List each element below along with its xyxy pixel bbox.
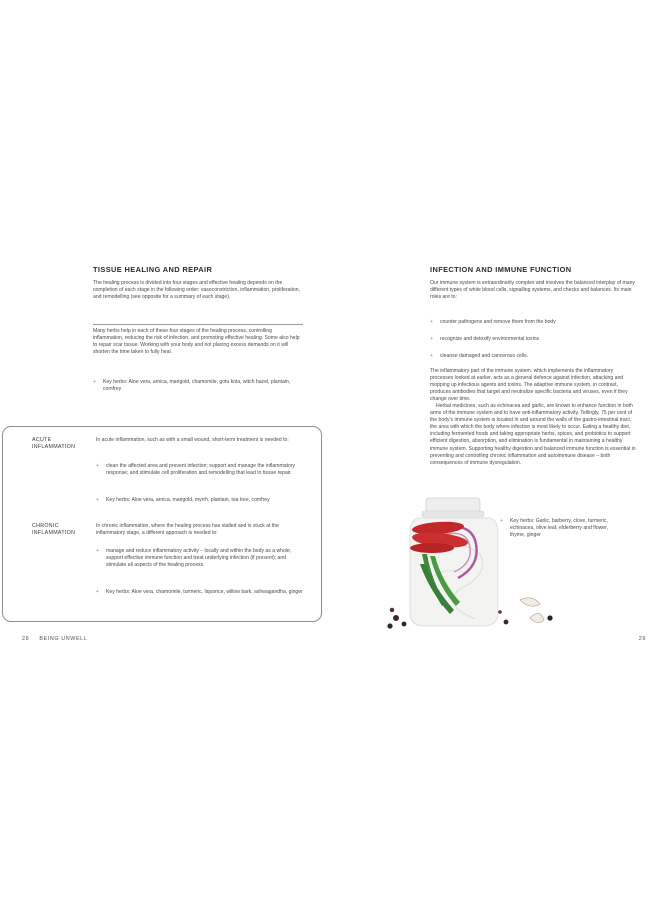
chronic-label bbox=[32, 523, 92, 537]
plus-icon: + bbox=[96, 463, 99, 469]
chronic-label-line1: CHRONIC bbox=[32, 523, 59, 529]
clove bbox=[498, 610, 502, 614]
plus-icon: + bbox=[430, 336, 433, 342]
immune-body-1: The inflammatory part of the immune system, which implements the inflammatory processes looked at earlier, acts as a general defence against infection, attacking and mopping up infectious agents and toxins. The adaptive immune system, in contrast, produces antibodies that target and neutralize specific bacteria and viruses, even if they change over time. bbox=[430, 368, 628, 403]
acute-key-herbs-text: Key herbs: Aloe vera, arnica, marigold, myrrh, plantain, tea tree, comfrey bbox=[106, 497, 270, 503]
tissue-healing-heading: TISSUE HEALING AND REPAIR bbox=[93, 265, 213, 274]
chronic-label-line2: INFLAMMATION bbox=[32, 530, 76, 537]
left-page-number: 28 bbox=[22, 636, 30, 642]
immune-role-2 bbox=[430, 336, 636, 344]
jar-lid bbox=[426, 498, 480, 512]
plus-icon: + bbox=[93, 379, 96, 385]
book-spread bbox=[0, 242, 660, 662]
immune-role-3-text: cleanse damaged and cancerous cells. bbox=[440, 353, 529, 359]
acute-label bbox=[32, 437, 92, 451]
infection-immune-heading: INFECTION AND IMMUNE FUNCTION bbox=[430, 265, 572, 274]
immune-role-1 bbox=[430, 319, 636, 327]
plus-icon: + bbox=[96, 497, 99, 503]
immune-role-2-text: recognize and detoxify environmental toxins bbox=[440, 336, 540, 342]
chronic-text: In chronic inflammation, where the healing process has stalled and is stuck at the inflammatory stage, a different approach is needed to: bbox=[96, 523, 279, 537]
acute-bullet bbox=[96, 463, 306, 487]
chronic-bullet bbox=[96, 548, 306, 580]
immune-role-1-text: counter pathogens and remove them from the body bbox=[440, 319, 556, 325]
pickle-jar-illustration bbox=[380, 494, 570, 634]
left-page bbox=[22, 242, 322, 662]
plus-icon: + bbox=[430, 353, 433, 359]
peppercorn bbox=[387, 623, 392, 628]
peppercorn bbox=[402, 622, 407, 627]
plus-icon: + bbox=[96, 589, 99, 595]
immune-role-3 bbox=[430, 353, 636, 361]
peppercorn bbox=[393, 615, 399, 621]
acute-label-line2: INFLAMMATION bbox=[32, 444, 76, 451]
immune-intro: Our immune system is extraordinarily complex and involves the balanced interplay of many different types of white blood cells, signalling systems, and checks and balances. Its main roles are to: bbox=[430, 280, 635, 301]
immune-key-herbs-text: Key herbs: Garlic, barberry, clove, turmeric, echinacea, olive leaf, elderberry and flower, thyme, ginger bbox=[510, 518, 608, 539]
left-folio bbox=[22, 636, 142, 642]
tissue-healing-body: Many herbs help in each of these four stages of the healing process, controlling inflammation, reducing the risk of infection, and promoting effective healing. Some also help to repair scar tissue. Working with your body and not placing excess demands on it will shorten the time taken to fully heal. bbox=[93, 328, 300, 356]
tissue-key-herbs-text: Key herbs: Aloe vera, arnica, marigold, chamomile, gotu kola, witch hazel, plantain, comfrey bbox=[103, 379, 291, 393]
clove bbox=[390, 608, 394, 612]
tissue-healing-intro: The healing process is divided into four stages and effective healing depends on the completion of each stage in the following order: vasoconstriction, inflammation, proliferation, and remodelling (see opposite for a summary of each stage). bbox=[93, 280, 300, 301]
inflammation-box bbox=[2, 426, 322, 622]
chronic-bullet-text: manage and reduce inflammatory activity – locally and within the body as a whole; support effective immune function and treat underlying infection (if present); and stimulate all aspects of the healing process. bbox=[106, 548, 292, 569]
plus-icon: + bbox=[500, 518, 503, 524]
tomato-slice bbox=[410, 543, 454, 553]
right-page-number: 29 bbox=[638, 636, 646, 642]
garlic-clove bbox=[520, 598, 540, 607]
intro-divider bbox=[93, 324, 303, 325]
peppercorn bbox=[504, 620, 509, 625]
right-page bbox=[340, 242, 660, 662]
acute-bullet-text: clean the affected area and prevent infection; support and manage the inflammatory response; and stimulate cell proliferation and remodelling that lead to tissue repair. bbox=[106, 463, 296, 477]
peppercorn bbox=[547, 615, 552, 620]
tissue-key-herbs bbox=[93, 379, 303, 395]
garlic-clove bbox=[530, 613, 544, 622]
jar-neck bbox=[422, 511, 484, 517]
plus-icon: + bbox=[430, 319, 433, 325]
left-running-title: BEING UNWELL bbox=[39, 636, 88, 642]
chronic-key-herbs-text: Key herbs: Aloe vera, chamomile, turmeric, liquorice, willow bark, ashwagandha, ginger bbox=[106, 589, 303, 595]
plus-icon: + bbox=[96, 548, 99, 554]
immune-body-2: Herbal medicines, such as echinacea and garlic, are known to enhance function in both arms of the immune system and to have anti-inflammatory activity. Tellingly, 75 per cent of the body's immune system is located in and around the walls of the gastro-intestinal tract, the area with which the body where infection is most likely to occur. Eating a healthy diet, including fermented foods and taking appropriate herbs, spices, and probiotics to support efficient digestion, absorption, and elimination is fundamental in maintaining a healthy immune system. Supporting healthy digestion and balanced immune function is essential in preventing and controlling chronic inflammation and autoimmune disease – both consequences of immune dysregulation. bbox=[430, 403, 636, 466]
acute-key-herbs bbox=[96, 497, 306, 513]
acute-label-line1: ACUTE bbox=[32, 437, 52, 443]
acute-text: In acute inflammation, such as with a small wound, short-term treatment is needed to: bbox=[96, 437, 289, 443]
chronic-key-herbs bbox=[96, 589, 306, 605]
